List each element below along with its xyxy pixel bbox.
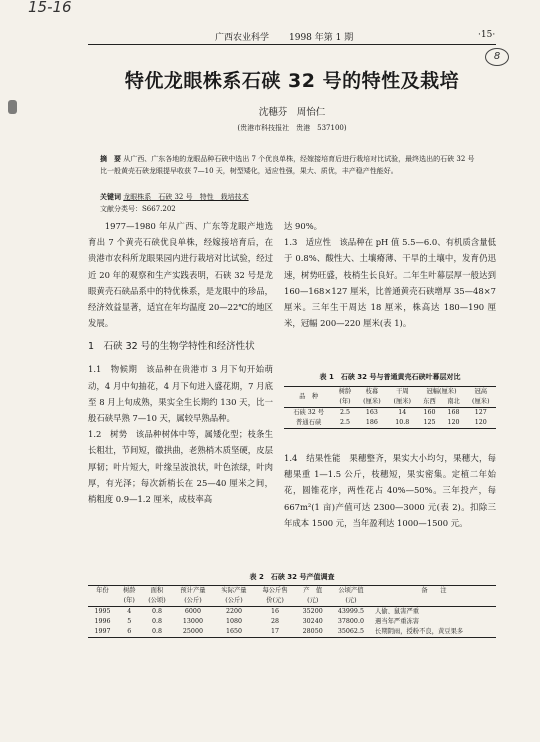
table-row [88,617,496,627]
table1-unit-age: (年) [339,398,351,405]
table-cell: 28 [271,618,280,625]
table-cell: 16 [271,608,280,615]
table2-header: 实际产量 [221,587,247,594]
journal-issue: 1998 年第 1 期 [289,33,354,43]
table-cell: 2.5 [340,419,351,426]
table2-header: 树龄 [122,587,136,594]
table-cell: 石硖 32 号 [293,409,325,416]
table-cell: 30240 [302,618,323,625]
table1-header-thickness: 枝幕 [365,388,379,395]
margin-stamp-mark [8,100,17,114]
table-cell: 1996 [94,618,111,625]
table2-header: 年份 [96,587,109,594]
table1-caption: 表 1 石硖 32 号与普通黄壳石硖叶幕层对比 [319,373,461,381]
table2-unit: (公斤) [184,597,202,604]
journal-name: 广西农业科学 [215,33,270,43]
class-number: 文献分类号：S667.202 [100,205,176,213]
table-cell: 6000 [184,608,201,615]
table2-header: 公顷产值 [338,587,364,594]
paragraph-1-1: 1.1 物候期 该品种在贵港市 3 月下旬开始萌动，4 月中旬抽花，4 月下旬进入盛花期，7 月底至 8 月上旬成熟，果实全生长期约 130 天，比一般石硖早熟 7—10 天，属较早熟品种。 [88,364,273,424]
table-cell: 163 [365,409,378,416]
table-cell: 13000 [182,618,203,625]
authors: 沈穗芬 周怡仁 [258,107,326,118]
table2-header: 备 注 [421,587,447,594]
table-cell: 160 [423,409,436,416]
table-row [88,607,496,618]
table2-header: 预计产量 [180,587,206,594]
handwritten-circled-number: 8 [485,48,509,66]
table2-header: 每公斤售 [262,587,288,594]
table-cell: 1997 [94,628,111,635]
table2-caption: 表 2 石硖 32 号产值调查 [249,573,335,581]
table-cell: 125 [423,419,436,426]
handwritten-page-note: 15-16 [28,0,72,16]
table-cell: 17 [271,628,280,635]
table-cell: 120 [474,419,487,426]
table-cell: 0.8 [151,608,162,615]
table-cell: 6 [127,628,132,635]
table-cell: 遇当年严重冻害 [375,618,420,625]
table-cell: 10.8 [395,419,410,426]
section-heading-1: 1 石硖 32 号的生物学特性和经济性状 [88,341,255,353]
table2-unit: (公斤) [225,597,243,604]
page-number: ·15· [478,30,496,40]
table-cell: 普通石硖 [296,419,322,426]
table1-header-crown: 冠幅(厘米) [426,388,457,395]
table1-header-east-west: 东西 [423,398,436,405]
table1-header-height: 冠高 [474,388,488,395]
table1 [284,386,496,429]
table-cell: 1080 [225,618,242,625]
table-cell: 1650 [225,628,242,635]
left-column [88,218,273,507]
table-cell: 2200 [225,608,242,615]
table2 [88,585,496,638]
table1-unit-thickness: (厘米) [363,398,381,405]
table-cell: 长期阴雨，授粉不良，黄豆果多 [375,628,464,635]
table1-header-perimeter: 干周 [395,388,409,395]
table-cell: 168 [447,409,460,416]
table-cell: 0.8 [151,628,162,635]
table1-header-variety: 品 种 [299,393,319,400]
abstract-text: 从广西、广东各地的龙眼品种石硖中选出 7 个优良单株，经嫁接培育后进行栽培对比试验，最终选出的石硖 32 号比一般黄壳石硖龙眼提早收获 7—10 天，树型矮化，适应性强，果大、质优，丰产稳产性能好。 [100,155,475,175]
table-cell: 37800.0 [337,618,364,625]
table2-header: 面积 [150,587,164,594]
table-cell: 25000 [182,628,203,635]
paragraph-1-3: 1.3 适应性 该品种在 pH 值 5.5—6.0、有机质含量低于 0.8%、酸性大、土壤瘠薄、干旱的土壤中，发育仍迅速，树势旺盛，枝梢生长良好。二年生叶幕层厚一般达到 160—168×127 厘米，比普通黄壳石硖增厚 35—48×7 厘米。三年生干周达 18 厘米，株高达 180—190 厘米，冠幅 200—220 厘米(表 1)。 [284,237,496,329]
table-cell: 120 [447,419,460,426]
paragraph-1-4: 1.4 结果性能 果穗整齐，果实大小均匀，果穗大，每穗果重 1—1.5 公斤，枝穗短，果实密集。定植二年始花，圆锥花序，两性花占 40%—50%。三年投产，每 667m²(1 亩)产值可达 2300—3000 元(表 2)。扣除三年成本 1500 元，当年盈利达 1000—1500 元。 [284,453,496,528]
affiliation: (贵港市科技报社 贵港 537100) [237,124,347,132]
table-cell: 127 [474,409,487,416]
table-cell: 4 [127,608,132,615]
table-cell: 0.8 [151,618,162,625]
table-cell: 14 [398,409,407,416]
table2-unit: (年) [123,597,135,604]
table-row [284,418,496,429]
intro-paragraph: 1977—1980 年从广西、广东等龙眼产地选育出 7 个黄壳石硖优良单株，经嫁接培育后，在贵港市农科所龙眼果园内进行栽培对比试验，经过近 20 年的观察和生产实践表明，石硖 32 号是龙眼黄壳石硖品系中的特优株系，是龙眼中的珍品，经济效益显著，适宜在年均温度 20—22℃的地区发展。 [88,221,273,329]
paragraph-continued: 达 90%。 [284,221,323,231]
table2-unit: (元) [345,597,357,604]
table-cell: 1995 [94,608,111,615]
paragraph-1-2: 1.2 树势 该品种树体中等，属矮化型；枝条生长粗壮，节间短，徽拱曲，老熟梢木质坚硬，皮层厚韧；叶片短大，叶缘呈波浪状，叶色浓绿，叶肉厚，有光泽；每次新梢长在 25—40 厘米之间，梢粗度 0.9—1.2 厘米，成枝率高 [88,429,273,505]
table-cell: 人偷、鼠害严重 [375,608,420,615]
table1-header-age: 树龄 [338,388,352,395]
table-cell: 5 [127,618,132,625]
header-rule [88,44,496,45]
table2-unit: (公顷) [148,597,166,604]
article-title: 特优龙眼株系石硖 32 号的特性及栽培 [124,70,460,92]
table-row [284,408,496,419]
table-row [88,627,496,638]
table2-unit [372,596,496,607]
table2-unit [88,596,117,607]
table1-header-north-south: 南北 [447,398,460,405]
table-cell: 35062.5 [337,628,364,635]
right-column-lower [284,450,496,531]
table-cell: 43999.5 [337,608,364,615]
abstract [100,153,480,177]
table-cell: 2.5 [340,409,351,416]
keywords-label: 关键词 [100,193,121,201]
abstract-label: 摘 要 [100,155,121,163]
table1-unit-perimeter: (厘米) [393,398,412,405]
table2-unit: 价(元) [266,597,284,604]
table1-unit-height: (厘米) [472,398,490,405]
table2-header: 产 值 [303,587,323,594]
table2-unit: (元) [307,597,319,604]
table-cell: 28050 [302,628,323,635]
table-cell: 186 [365,419,378,426]
right-column [284,218,496,331]
keywords [100,191,480,203]
table-cell: 35200 [302,608,323,615]
keywords-text: 龙眼株系 石硖 32 号 特性 栽培技术 [123,193,249,201]
